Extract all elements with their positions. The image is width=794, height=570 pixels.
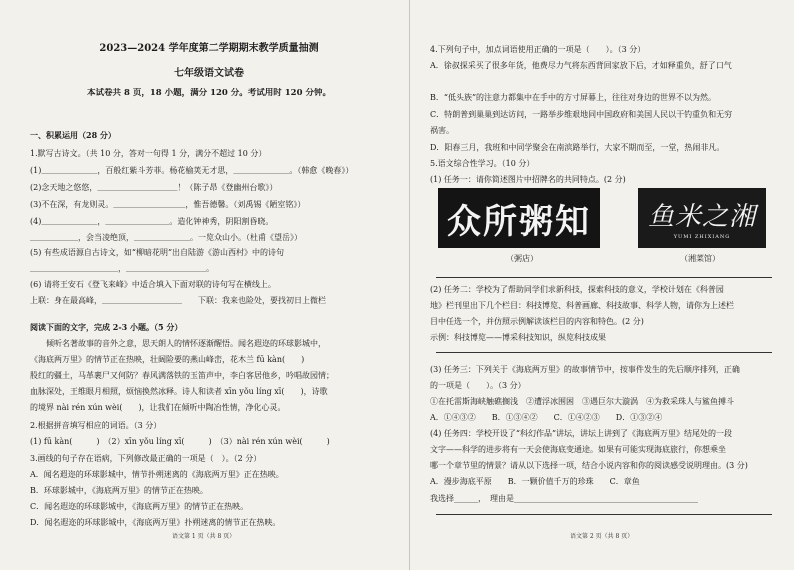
task-2-cont-1: 地》栏刊里出下几个栏目：科技博览、科普画廊、科技故事、科学人物，请你为上述栏 — [430, 301, 734, 310]
exam-info: 本试卷共 8 页，18 小题，满分 120 分。考试用时 120 分钟。 — [87, 88, 331, 98]
question-4-option-a: A．徐叔探采买了很多年货，他费尽力气将东西背回家放下后，才如释重负，舒了口气 — [430, 61, 732, 70]
answer-line — [436, 277, 772, 278]
question-4: 4.下列句子中，加点词语使用正确的一项是（ ）。（3 分） — [430, 45, 646, 54]
task-4-cont-2: 哪一个章节里的情景？请从以下选择一项，结合小说内容和你的阅读感受说明理由。(3 分) — [430, 461, 748, 470]
question-2: 2.根据拼音填写相应的词语。（3 分） — [30, 421, 162, 430]
hunan-restaurant-sign-subtext: YUMI ZHIXIANG — [673, 234, 731, 240]
task-2-cont-2: 目中任选一个，并仿照示例解读该栏目的内容和特色。(2 分) — [430, 317, 644, 326]
passage-line-2: 《海底两万里》的情节正在热映，壮阔险要的燕山峰峦，花木兰 fū kàn( ) — [30, 355, 305, 364]
question-3-option-d: D．闻名遐迩的环球影城中，《海底两万里》扑朔迷离的情节正在热映。 — [30, 518, 281, 527]
section-heading: 一、积累运用（28 分） — [30, 130, 116, 140]
task-4-cont-1: 文字——科学的进步将有一天会使海底变通途。如果有可能实现海底旅行，你想乘坐 — [430, 445, 726, 454]
question-1-item-6: (6) 请将王安石《登飞来峰》中适合填入下面对联的诗句写在横线上。 — [30, 280, 276, 289]
hunan-restaurant-sign-text: 鱼米之湘 — [647, 202, 756, 232]
task-2-example: 示例：科技博览——博采科技知识，纵览科技成果 — [430, 333, 606, 342]
task-4-options: A．漫步海底平原 B．一颗价值千万的珍珠 C．章鱼 — [430, 477, 640, 486]
question-3-option-c: C．闻名遐迩的环球影城中，《海底两万里》的情节正在热映。 — [30, 502, 249, 511]
page-2 — [430, 0, 782, 570]
task-3: (3) 任务三：下列关于《海底两万里》的故事情节中，按事件发生的先后顺序排列，正确 — [430, 365, 740, 374]
question-3-option-a: A．闻名遐迩的环球影城中，情节扑朔迷离的《海底两万里》正在热映。 — [30, 470, 284, 479]
question-1-item-5-blanks: ＿＿＿＿＿＿＿＿＿＿＿，＿＿＿＿＿＿＿＿＿＿。 — [30, 264, 214, 273]
couplet-line: 上联：身在最高峰，＿＿＿＿＿＿＿＿＿＿ 下联：我来也险处，要找初日上微栏 — [30, 296, 326, 305]
task-3-options: A．①④③② B．①③④② C．①④②③ D．①③②④ — [430, 413, 663, 422]
question-1: 1.默写古诗文。（共 10 分，答对一句得 1 分，满分不超过 10 分） — [30, 149, 267, 158]
task-3-cont: 的一项是（ ）。（3 分） — [430, 381, 526, 390]
hunan-restaurant-caption: （湘菜馆） — [680, 254, 720, 263]
hunan-restaurant-sign — [638, 188, 766, 248]
question-2-pinyin: (1) fū kàn( ) （2）xīn yǒu líng xī( ) （3）nài rén xún wèi( ) — [30, 437, 330, 446]
task-3-events: ①在托雷斯海峡触礁搁浅 ②遭浮冰围困 ③遇巨尔大漩涡 ④为救采珠人与鲨鱼搏斗 — [430, 397, 734, 406]
reading-heading: 阅读下面的文字，完成 2-3 小题。（5 分） — [30, 322, 183, 332]
exam-title: 2023—2024 学年度第二学期期末教学质量抽测 — [99, 43, 319, 54]
passage-line-5: 的境界 nài rén xún wèi( )，让我们在倾听中陶冶性情，净化心灵。 — [30, 403, 286, 412]
porridge-shop-sign-text: 众所粥知 — [447, 201, 591, 242]
question-3-option-b: B．环球影城中，《海底两万里》的情节正在热映。 — [30, 486, 208, 495]
page-gutter — [409, 0, 410, 570]
question-4-option-c: C．特朗普到巢巢到达访问，一路举步维艰地同中国政府和美国人民以干钓重负和无穷 — [430, 110, 733, 119]
question-1-item-2: (2)念天地之悠悠，＿＿＿＿＿＿＿＿＿＿！（陈子昂《登幽州台歌》） — [30, 183, 278, 192]
porridge-shop-sign — [438, 188, 600, 248]
question-1-item-5: (5) 有些成语源自古诗文，如“柳暗花明”出自陆游《游山西村》中的诗句 — [30, 248, 285, 257]
page-2-footer: 语文第 2 页（共 8 页） — [570, 533, 634, 540]
page-1-footer: 语文第 1 页（共 8 页） — [172, 533, 236, 540]
answer-line — [436, 352, 772, 353]
task-4-answer: 我选择______， 理由是______________________________________________ — [430, 494, 698, 503]
question-3: 3.画线的句子存在语病，下列修改最正确的一项是（ ）。（2 分） — [30, 454, 262, 463]
question-5: 5.语文综合性学习。（10 分） — [430, 159, 535, 168]
passage-line-4: 血脉深处，王维眼月相照，烦恼换然冰释。诗人和读者 xīn yǒu líng xī( )，诗歌 — [30, 387, 328, 396]
passage-line-1: 倾听名著故事的音外之意，思天朗人的情怀逐渐醒悟。闻名遐迩的环球影城中， — [30, 339, 326, 348]
question-4-option-d: D．阳春三月，我班和中同学聚会在南滨路举行，大家不期而至，一堂，热闹非凡。 — [430, 143, 725, 152]
question-4-option-b: B．“低头族”的注意力都集中在手中的方寸屏幕上，往往对身边的世界不以为然。 — [430, 93, 717, 102]
task-2: (2) 任务二：学校为了帮助同学们求新科技，探索科技的意义，学校计划在《科普园 — [430, 285, 724, 294]
question-1-item-4: (4)＿＿＿＿＿＿＿，＿＿＿＿＿＿＿＿。造化钟神秀，阴阳割昏晓。 — [30, 217, 274, 226]
question-4-option-c-cont: 祸害。 — [430, 126, 454, 135]
task-1: (1) 任务一：请你简述图片中招牌名的共同特点。(2 分) — [430, 175, 626, 184]
porridge-shop-caption: （粥店） — [506, 254, 538, 263]
page-1 — [30, 0, 388, 570]
question-1-item-3: (3)不在深，有龙则灵。＿＿＿＿＿＿＿＿＿，惟吾德馨。（刘禹锡《陋室铭》） — [30, 200, 306, 209]
question-1-item-1: (1)＿＿＿＿＿＿＿，百般红紫斗芳菲。杨花榆荚无才思，＿＿＿＿＿＿＿。（韩愈《晚春》） — [30, 166, 354, 175]
question-1-item-4-cont: ＿＿＿＿＿＿，会当凌绝顶，＿＿＿＿＿＿＿。一览众山小。（杜甫《望岳》） — [30, 233, 302, 242]
task-4: (4) 任务四：学校开设了“科幻作品”讲坛，讲坛上讲到了《海底两万里》结尾处的一段 — [430, 429, 733, 438]
answer-line — [436, 514, 772, 515]
passage-line-3: 股红的疆土，马革裹尸又何防？春风满落铁的玉笛声中，李白客居他乡，吟唱故园情； — [30, 371, 334, 380]
exam-subtitle: 七年级语文试卷 — [174, 68, 244, 79]
